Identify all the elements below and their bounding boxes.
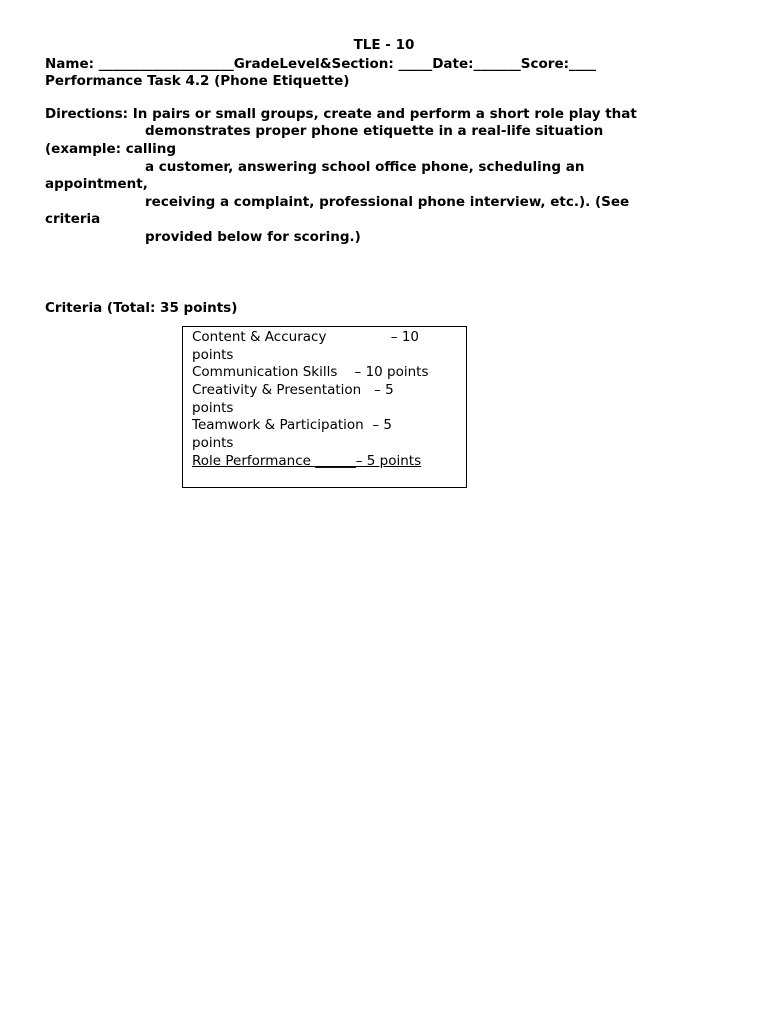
criteria-line-4: Creativity & Presentation – 5 <box>192 382 394 398</box>
role-performance-label: Role Performance <box>192 453 311 469</box>
directions-line-4: a customer, answering school office phone, scheduling an <box>145 159 585 175</box>
criteria-box <box>182 326 467 488</box>
directions-line-5: appointment, <box>45 176 148 192</box>
criteria-line-5: points <box>192 400 234 416</box>
directions-line-8: provided below for scoring.) <box>145 229 361 245</box>
role-performance-value: ______– 5 points <box>315 453 422 469</box>
directions-line-2: demonstrates proper phone etiquette in a real-life situation <box>145 123 604 139</box>
criteria-line-7: points <box>192 435 234 451</box>
directions-line-6: receiving a complaint, professional phone interview, etc.). (See <box>145 194 630 210</box>
directions-line-1: Directions: In pairs or small groups, create and perform a short role play that <box>45 106 637 122</box>
criteria-line-2: points <box>192 347 234 363</box>
task-title: Performance Task 4.2 (Phone Etiquette) <box>45 73 350 89</box>
criteria-line-8 <box>192 453 421 471</box>
criteria-line-6: Teamwork & Participation – 5 <box>192 417 392 433</box>
criteria-line-1: Content & Accuracy – 10 <box>192 329 420 345</box>
criteria-heading: Criteria (Total: 35 points) <box>45 300 238 316</box>
directions-line-3: (example: calling <box>45 141 177 157</box>
directions-line-7: criteria <box>45 211 101 227</box>
document-title: TLE - 10 <box>353 37 415 53</box>
criteria-line-3: Communication Skills – 10 points <box>192 364 429 380</box>
student-info-line: Name: ____________________GradeLevel&Section: _____Date:_______Score:____ <box>45 56 596 72</box>
